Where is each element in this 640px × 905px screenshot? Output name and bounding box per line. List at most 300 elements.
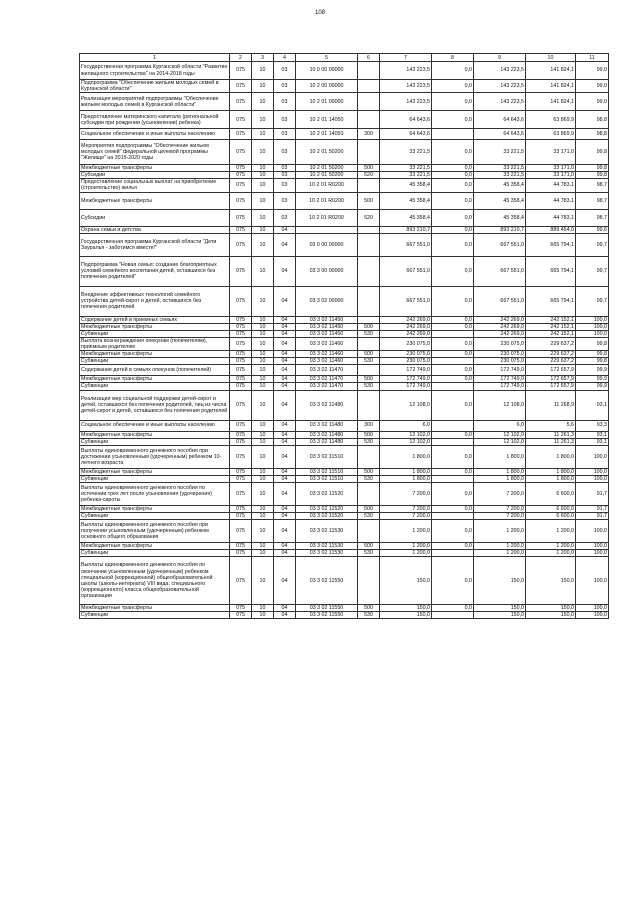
value-cell-c3: 10: [252, 316, 274, 323]
table-row: [80, 390, 609, 420]
value-cell-c8: [432, 129, 474, 140]
value-cell-c8: 0,0: [432, 505, 474, 512]
value-cell-c9: 12 108,0: [474, 390, 526, 420]
row-name-cell: Мероприятия подпрограммы "Обеспечение жильем молодых семей" федеральной целевой программы "Жилище" на 2015-2020 годы: [80, 140, 230, 165]
value-cell-c2: 075: [230, 351, 252, 358]
row-name-cell: Реализация мер социальной поддержки детей-сирот и детей, оставшихся без попечения родителей, лиц из числа детей-сирот и детей, оставшихся без попечения родителей: [80, 390, 230, 420]
value-cell-c11: 91,7: [576, 482, 609, 505]
row-name-cell: Межбюджетные трансферты: [80, 165, 230, 172]
value-cell-c11: 99,0: [576, 80, 609, 93]
value-cell-c9: 45 358,4: [474, 192, 526, 209]
value-cell-c5: 03 3 02 11530: [296, 550, 358, 557]
page-number: 108: [314, 10, 325, 16]
value-cell-c10: 1 200,0: [526, 543, 576, 550]
value-cell-c5: 03 3 02 11480: [296, 438, 358, 445]
row-name-cell: Охрана семьи и детства: [80, 226, 230, 233]
value-cell-c2: 075: [230, 172, 252, 179]
value-cell-c10: 1 200,0: [526, 550, 576, 557]
value-cell-c4: 04: [274, 330, 296, 337]
table-row: [80, 233, 609, 256]
value-cell-c5: 03 3 02 11530: [296, 520, 358, 543]
value-cell-c2: 075: [230, 505, 252, 512]
value-cell-c5: 03 3 02 11460: [296, 358, 358, 365]
value-cell-c10: 6 600,0: [526, 512, 576, 519]
value-cell-c10: 6 600,0: [526, 505, 576, 512]
value-cell-c11: 91,7: [576, 512, 609, 519]
value-cell-c7: 143 223,5: [380, 93, 432, 111]
value-cell-c6: [358, 93, 380, 111]
value-cell-c6: 530: [358, 358, 380, 365]
value-cell-c4: 03: [274, 129, 296, 140]
row-name-cell: Социальное обеспечение и иные выплаты населению: [80, 420, 230, 431]
row-name-cell: Субсидии: [80, 209, 230, 226]
value-cell-c3: 10: [252, 165, 274, 172]
column-header: 10: [526, 54, 576, 62]
value-cell-c3: 10: [252, 550, 274, 557]
value-cell-c6: [358, 482, 380, 505]
value-cell-c6: 300: [358, 129, 380, 140]
table-body: [80, 62, 609, 619]
row-name-cell: Выплаты единовременного денежного пособия по окончании усыновленным (удочеренным) ребенком специальной (коррекционной) общеобразовательной школы (школы-интерната) VIII вида, специального (коррекционного) класса общеобразовательной организации: [80, 557, 230, 605]
value-cell-c10: 11 261,3: [526, 431, 576, 438]
value-cell-c8: 0,0: [432, 111, 474, 129]
table-row: [80, 431, 609, 438]
value-cell-c10: 150,0: [526, 612, 576, 619]
value-cell-c7: 1 800,0: [380, 468, 432, 475]
value-cell-c11: 98,8: [576, 111, 609, 129]
value-cell-c8: 0,0: [432, 165, 474, 172]
value-cell-c8: 0,0: [432, 445, 474, 468]
value-cell-c3: 10: [252, 557, 274, 605]
value-cell-c3: 10: [252, 129, 274, 140]
value-cell-c7: 172 749,0: [380, 365, 432, 376]
value-cell-c2: 075: [230, 316, 252, 323]
value-cell-c4: 04: [274, 286, 296, 316]
value-cell-c3: 10: [252, 111, 274, 129]
value-cell-c10: 33 171,0: [526, 165, 576, 172]
value-cell-c2: 075: [230, 192, 252, 209]
value-cell-c2: 075: [230, 612, 252, 619]
value-cell-c5: 03 3 02 11470: [296, 376, 358, 383]
value-cell-c8: 0,0: [432, 323, 474, 330]
table-row: [80, 358, 609, 365]
value-cell-c4: 04: [274, 557, 296, 605]
value-cell-c5: 03 3 02 11510: [296, 445, 358, 468]
value-cell-c10: 150,0: [526, 557, 576, 605]
value-cell-c8: 0,0: [432, 351, 474, 358]
value-cell-c4: 04: [274, 550, 296, 557]
value-cell-c2: 075: [230, 233, 252, 256]
value-cell-c11: 99,9: [576, 365, 609, 376]
value-cell-c11: 99,6: [576, 226, 609, 233]
value-cell-c11: 100,0: [576, 468, 609, 475]
value-cell-c3: 10: [252, 543, 274, 550]
value-cell-c4: 03: [274, 140, 296, 165]
column-header: 4: [274, 54, 296, 62]
value-cell-c10: 665 794,1: [526, 286, 576, 316]
row-name-cell: Социальное обеспечение и иные выплаты населению: [80, 129, 230, 140]
value-cell-c3: 10: [252, 337, 274, 350]
value-cell-c6: [358, 226, 380, 233]
value-cell-c8: 0,0: [432, 390, 474, 420]
value-cell-c4: 04: [274, 365, 296, 376]
table-row: [80, 172, 609, 179]
value-cell-c8: 0,0: [432, 482, 474, 505]
value-cell-c7: 7 200,0: [380, 482, 432, 505]
row-name-cell: Государственная программа Курганской области "Развитие жилищного строительства" на 2014-2018 годы: [80, 62, 230, 80]
value-cell-c8: [432, 612, 474, 619]
value-cell-c6: [358, 140, 380, 165]
value-cell-c2: 075: [230, 358, 252, 365]
value-cell-c2: 075: [230, 512, 252, 519]
value-cell-c9: 150,0: [474, 557, 526, 605]
value-cell-c6: [358, 62, 380, 80]
value-cell-c3: 10: [252, 62, 274, 80]
value-cell-c9: 667 551,0: [474, 286, 526, 316]
table-row: [80, 612, 609, 619]
value-cell-c6: [358, 337, 380, 350]
value-cell-c11: 93,1: [576, 438, 609, 445]
value-cell-c5: 03 3 02 11480: [296, 420, 358, 431]
value-cell-c6: 500: [358, 543, 380, 550]
row-name-cell: Выплаты единовременного денежного пособия при получении усыновленным (удочеренным) ребенком основного общего образования: [80, 520, 230, 543]
value-cell-c3: 10: [252, 286, 274, 316]
row-name-cell: Реализация мероприятий подпрограммы "Обеспечение жильем молодых семей в Курганской области": [80, 93, 230, 111]
column-header: 6: [358, 54, 380, 62]
value-cell-c10: 172 657,9: [526, 376, 576, 383]
value-cell-c10: 1 800,0: [526, 445, 576, 468]
value-cell-c9: 242 269,0: [474, 323, 526, 330]
value-cell-c7: 45 358,4: [380, 209, 432, 226]
value-cell-c10: 150,0: [526, 605, 576, 612]
table-row: [80, 550, 609, 557]
value-cell-c4: 04: [274, 376, 296, 383]
value-cell-c7: 45 358,4: [380, 179, 432, 192]
value-cell-c2: 075: [230, 209, 252, 226]
value-cell-c9: 33 221,5: [474, 140, 526, 165]
value-cell-c10: 11 261,3: [526, 438, 576, 445]
value-cell-c4: 04: [274, 431, 296, 438]
value-cell-c3: 10: [252, 612, 274, 619]
row-name-cell: Субвенции: [80, 358, 230, 365]
table-row: [80, 605, 609, 612]
value-cell-c5: 03 3 02 11520: [296, 505, 358, 512]
value-cell-c6: 500: [358, 165, 380, 172]
value-cell-c4: 04: [274, 383, 296, 390]
value-cell-c4: 04: [274, 468, 296, 475]
value-cell-c11: 99,8: [576, 140, 609, 165]
value-cell-c4: 04: [274, 520, 296, 543]
row-name-cell: Межбюджетные трансферты: [80, 543, 230, 550]
table-header: [80, 54, 609, 62]
value-cell-c11: 98,7: [576, 192, 609, 209]
value-cell-c8: 0,0: [432, 140, 474, 165]
table-row: [80, 365, 609, 376]
table-row: [80, 520, 609, 543]
value-cell-c6: 530: [358, 330, 380, 337]
value-cell-c4: 04: [274, 256, 296, 286]
value-cell-c9: 893 210,7: [474, 226, 526, 233]
value-cell-c9: 7 200,0: [474, 505, 526, 512]
value-cell-c9: 143 223,5: [474, 62, 526, 80]
value-cell-c5: 03 0 00 00000: [296, 233, 358, 256]
value-cell-c7: 242 269,0: [380, 323, 432, 330]
row-name-cell: Субсидии: [80, 172, 230, 179]
value-cell-c6: [358, 286, 380, 316]
row-name-cell: Предоставление материнского капитала (региональной субсидии при рождении (усыновлении) ребенка): [80, 111, 230, 129]
value-cell-c7: 1 200,0: [380, 520, 432, 543]
value-cell-c2: 075: [230, 383, 252, 390]
value-cell-c4: 04: [274, 445, 296, 468]
value-cell-c2: 075: [230, 445, 252, 468]
value-cell-c3: 10: [252, 140, 274, 165]
value-cell-c8: 0,0: [432, 93, 474, 111]
value-cell-c9: 1 800,0: [474, 445, 526, 468]
value-cell-c2: 075: [230, 179, 252, 192]
value-cell-c9: 172 749,0: [474, 383, 526, 390]
value-cell-c5: 10 2 01 R0200: [296, 192, 358, 209]
value-cell-c9: 45 358,4: [474, 179, 526, 192]
row-name-cell: Межбюджетные трансферты: [80, 605, 230, 612]
value-cell-c9: 64 643,6: [474, 111, 526, 129]
value-cell-c7: 7 200,0: [380, 512, 432, 519]
table-row: [80, 438, 609, 445]
table-row: [80, 557, 609, 605]
value-cell-c9: 33 221,5: [474, 165, 526, 172]
value-cell-c2: 075: [230, 376, 252, 383]
value-cell-c10: 665 794,1: [526, 256, 576, 286]
value-cell-c3: 10: [252, 445, 274, 468]
value-cell-c8: 0,0: [432, 520, 474, 543]
row-name-cell: Выплаты единовременного денежного пособия по истечении трех лет после усыновления (удочерения) ребенка-сироты: [80, 482, 230, 505]
value-cell-c10: 141 824,1: [526, 80, 576, 93]
value-cell-c5: 10 2 01 R0200: [296, 209, 358, 226]
value-cell-c9: 6,0: [474, 420, 526, 431]
value-cell-c8: 0,0: [432, 209, 474, 226]
table-row: [80, 383, 609, 390]
value-cell-c2: 075: [230, 62, 252, 80]
value-cell-c7: 150,0: [380, 612, 432, 619]
row-name-cell: Содержание детей в семьях опекунов (попечителей): [80, 365, 230, 376]
value-cell-c7: 7 200,0: [380, 505, 432, 512]
value-cell-c11: 93,3: [576, 420, 609, 431]
value-cell-c9: 45 358,4: [474, 209, 526, 226]
value-cell-c5: 10 2 01 14050: [296, 111, 358, 129]
value-cell-c8: 0,0: [432, 376, 474, 383]
value-cell-c10: 44 783,1: [526, 209, 576, 226]
value-cell-c10: 172 657,9: [526, 365, 576, 376]
value-cell-c4: 03: [274, 172, 296, 179]
value-cell-c8: 0,0: [432, 172, 474, 179]
value-cell-c10: 242 152,1: [526, 316, 576, 323]
value-cell-c7: 1 800,0: [380, 475, 432, 482]
value-cell-c3: 10: [252, 520, 274, 543]
value-cell-c2: 075: [230, 543, 252, 550]
value-cell-c5: 10 0 00 00000: [296, 62, 358, 80]
value-cell-c4: 04: [274, 337, 296, 350]
value-cell-c2: 075: [230, 520, 252, 543]
value-cell-c10: 44 783,1: [526, 179, 576, 192]
value-cell-c9: 1 200,0: [474, 543, 526, 550]
value-cell-c8: 0,0: [432, 286, 474, 316]
row-name-cell: Выплата вознаграждения опекунам (попечителям), приемным родителям: [80, 337, 230, 350]
value-cell-c10: 141 824,1: [526, 62, 576, 80]
value-cell-c3: 10: [252, 192, 274, 209]
value-cell-c2: 075: [230, 390, 252, 420]
table-row: [80, 209, 609, 226]
value-cell-c9: 143 223,5: [474, 80, 526, 93]
value-cell-c2: 075: [230, 365, 252, 376]
value-cell-c2: 075: [230, 431, 252, 438]
row-name-cell: Субвенции: [80, 330, 230, 337]
value-cell-c9: 230 075,0: [474, 337, 526, 350]
value-cell-c7: 667 551,0: [380, 286, 432, 316]
value-cell-c11: 98,7: [576, 179, 609, 192]
value-cell-c8: 0,0: [432, 256, 474, 286]
value-cell-c10: 172 657,9: [526, 383, 576, 390]
value-cell-c4: 04: [274, 482, 296, 505]
value-cell-c4: 03: [274, 209, 296, 226]
value-cell-c2: 075: [230, 557, 252, 605]
value-cell-c4: 03: [274, 179, 296, 192]
value-cell-c8: 0,0: [432, 316, 474, 323]
value-cell-c6: 500: [358, 431, 380, 438]
value-cell-c5: 03 3 02 11510: [296, 475, 358, 482]
value-cell-c11: 100,0: [576, 550, 609, 557]
value-cell-c6: 500: [358, 605, 380, 612]
table-row: [80, 330, 609, 337]
value-cell-c4: 03: [274, 192, 296, 209]
value-cell-c11: 100,0: [576, 445, 609, 468]
value-cell-c6: 530: [358, 550, 380, 557]
table-row: [80, 316, 609, 323]
value-cell-c4: 04: [274, 605, 296, 612]
value-cell-c9: 1 800,0: [474, 475, 526, 482]
value-cell-c9: 1 200,0: [474, 520, 526, 543]
value-cell-c4: 04: [274, 505, 296, 512]
value-cell-c11: 100,0: [576, 543, 609, 550]
value-cell-c4: 04: [274, 233, 296, 256]
value-cell-c9: 242 269,0: [474, 316, 526, 323]
value-cell-c7: 45 358,4: [380, 192, 432, 209]
value-cell-c7: 33 221,5: [380, 172, 432, 179]
value-cell-c4: 04: [274, 512, 296, 519]
row-name-cell: Подпрограмма "Новая семья: создание благоприятных условий семейного воспитания детей, оставшихся без попечения родителей": [80, 256, 230, 286]
value-cell-c7: 172 749,0: [380, 376, 432, 383]
value-cell-c5: 03 3 02 11520: [296, 512, 358, 519]
value-cell-c6: 520: [358, 209, 380, 226]
value-cell-c2: 075: [230, 93, 252, 111]
value-cell-c11: 93,1: [576, 390, 609, 420]
value-cell-c5: 03 3 02 11520: [296, 482, 358, 505]
value-cell-c2: 075: [230, 129, 252, 140]
row-name-cell: Субвенции: [80, 475, 230, 482]
table-row: [80, 468, 609, 475]
value-cell-c10: 63 869,9: [526, 129, 576, 140]
value-cell-c11: 99,7: [576, 286, 609, 316]
table-row: [80, 62, 609, 80]
row-name-cell: Субвенции: [80, 612, 230, 619]
column-header: 9: [474, 54, 526, 62]
value-cell-c8: [432, 358, 474, 365]
value-cell-c4: 03: [274, 165, 296, 172]
value-cell-c11: 99,9: [576, 376, 609, 383]
value-cell-c2: 075: [230, 550, 252, 557]
column-header: 8: [432, 54, 474, 62]
value-cell-c9: 150,0: [474, 605, 526, 612]
value-cell-c9: 230 075,0: [474, 351, 526, 358]
value-cell-c8: [432, 420, 474, 431]
value-cell-c9: 12 102,0: [474, 431, 526, 438]
table-row: [80, 445, 609, 468]
value-cell-c3: 10: [252, 365, 274, 376]
row-name-cell: Межбюджетные трансферты: [80, 323, 230, 330]
value-cell-c2: 075: [230, 438, 252, 445]
column-header: 2: [230, 54, 252, 62]
value-cell-c3: 10: [252, 179, 274, 192]
value-cell-c9: 143 223,5: [474, 93, 526, 111]
value-cell-c4: 04: [274, 358, 296, 365]
value-cell-c7: 64 643,6: [380, 129, 432, 140]
table-row: [80, 80, 609, 93]
value-cell-c9: 150,0: [474, 612, 526, 619]
value-cell-c8: 0,0: [432, 468, 474, 475]
row-name-cell: Межбюджетные трансферты: [80, 468, 230, 475]
value-cell-c10: 229 637,2: [526, 351, 576, 358]
value-cell-c9: 1 200,0: [474, 550, 526, 557]
value-cell-c11: 98,7: [576, 209, 609, 226]
value-cell-c3: 10: [252, 172, 274, 179]
value-cell-c6: 500: [358, 505, 380, 512]
value-cell-c5: 03 3 02 11480: [296, 390, 358, 420]
value-cell-c4: 04: [274, 438, 296, 445]
value-cell-c4: 03: [274, 62, 296, 80]
value-cell-c7: 172 749,0: [380, 383, 432, 390]
table-row: [80, 93, 609, 111]
value-cell-c8: 0,0: [432, 605, 474, 612]
value-cell-c5: 03 3 02 11450: [296, 316, 358, 323]
value-cell-c8: 0,0: [432, 543, 474, 550]
value-cell-c7: 1 800,0: [380, 445, 432, 468]
table-row: [80, 286, 609, 316]
column-header: 3: [252, 54, 274, 62]
value-cell-c3: 10: [252, 468, 274, 475]
row-name-cell: Субвенции: [80, 383, 230, 390]
value-cell-c4: 04: [274, 390, 296, 420]
value-cell-c5: 10 2 01 50200: [296, 172, 358, 179]
value-cell-c9: 7 200,0: [474, 482, 526, 505]
value-cell-c4: 04: [274, 420, 296, 431]
table-row: [80, 482, 609, 505]
value-cell-c6: [358, 365, 380, 376]
value-cell-c8: 0,0: [432, 337, 474, 350]
value-cell-c8: 0,0: [432, 226, 474, 233]
value-cell-c4: 04: [274, 612, 296, 619]
value-cell-c8: [432, 512, 474, 519]
table-row: [80, 505, 609, 512]
value-cell-c6: 530: [358, 475, 380, 482]
value-cell-c10: 229 637,2: [526, 358, 576, 365]
value-cell-c8: 0,0: [432, 80, 474, 93]
value-cell-c3: 10: [252, 358, 274, 365]
value-cell-c5: 10 2 00 00000: [296, 80, 358, 93]
value-cell-c6: 500: [358, 323, 380, 330]
value-cell-c9: 667 551,0: [474, 233, 526, 256]
value-cell-c5: 03 3 02 11550: [296, 605, 358, 612]
value-cell-c11: 100,0: [576, 330, 609, 337]
value-cell-c11: 99,0: [576, 93, 609, 111]
value-cell-c6: 500: [358, 192, 380, 209]
